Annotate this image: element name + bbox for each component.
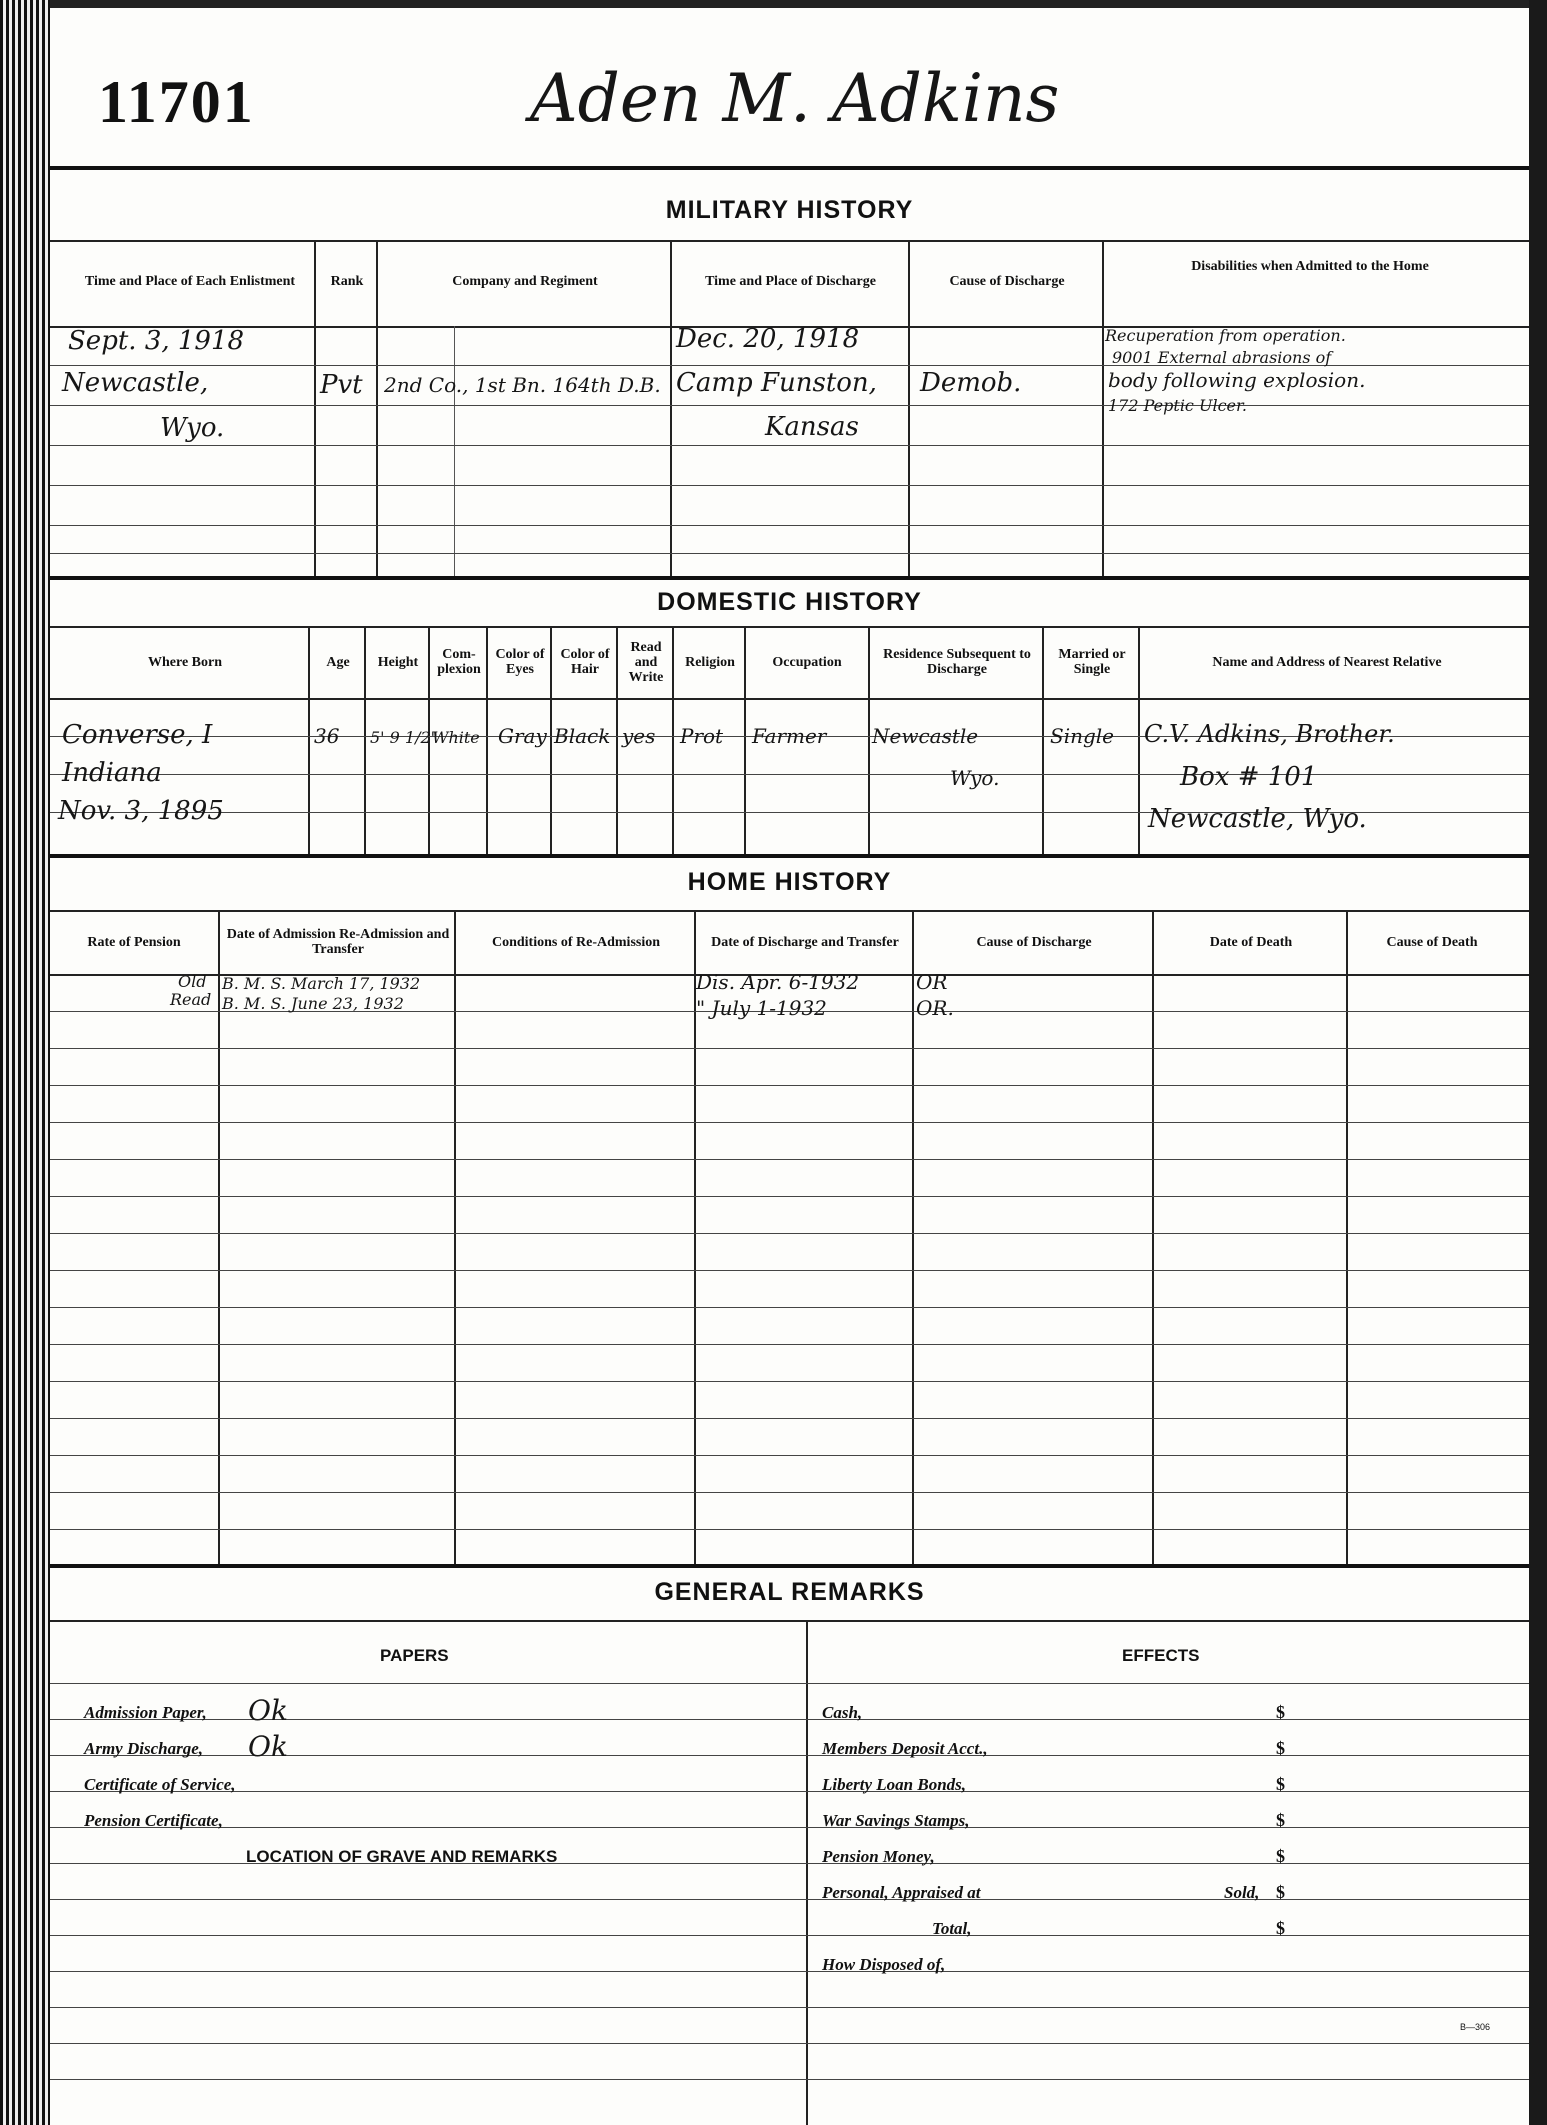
military-bottom-rule xyxy=(50,576,1529,580)
military-col-divider xyxy=(1102,240,1104,578)
domestic-col-divider xyxy=(550,626,552,856)
residence-state: Wyo. xyxy=(950,766,1000,790)
married-value: Single xyxy=(1050,724,1115,748)
row-line xyxy=(50,485,1529,486)
war-savings-label: War Savings Stamps, xyxy=(822,1811,970,1830)
born-date: Nov. 3, 1895 xyxy=(58,796,224,826)
army-discharge-value: Ok xyxy=(248,1730,288,1763)
personal-dollar: $ xyxy=(1276,1882,1285,1902)
rank-value: Pvt xyxy=(320,370,363,400)
header-company: Company and Regiment xyxy=(452,273,598,289)
row-line xyxy=(50,1418,1529,1419)
enlistment-place-state: Wyo. xyxy=(160,413,225,443)
row-line xyxy=(50,1159,1529,1160)
domestic-header-rule xyxy=(50,698,1529,700)
page-top-edge xyxy=(50,0,1529,8)
row-line xyxy=(50,2007,1529,2008)
domestic-top-rule xyxy=(50,626,1529,628)
military-col-divider xyxy=(314,240,316,578)
military-history-title: MILITARY HISTORY xyxy=(665,196,914,224)
discharge-place-state: Kansas xyxy=(765,412,859,442)
row-line xyxy=(50,1899,1529,1900)
domestic-col-divider xyxy=(672,626,674,856)
disabilities-line: 172 Peptic Ulcer. xyxy=(1108,396,1247,415)
row-line xyxy=(50,1529,1529,1530)
page-right-edge xyxy=(1529,0,1547,2125)
header-disabilities: Disabilities when Admitted to the Home xyxy=(1191,258,1429,274)
home-discharge-date-second: " July 1-1932 xyxy=(696,996,827,1020)
general-remarks-title: GENERAL REMARKS xyxy=(654,1578,925,1606)
domestic-history-title: DOMESTIC HISTORY xyxy=(657,588,922,616)
header-age: Age xyxy=(326,654,350,670)
born-state: Indiana xyxy=(62,758,162,788)
pension-money-dollar: $ xyxy=(1276,1846,1285,1866)
row-line xyxy=(50,1344,1529,1345)
relative-name: C.V. Adkins, Brother. xyxy=(1144,720,1395,748)
members-deposit-dollar: $ xyxy=(1276,1738,1285,1758)
row-line xyxy=(50,1971,1529,1972)
eyes-value: Gray xyxy=(498,724,547,748)
grave-remarks-title: LOCATION OF GRAVE AND REMARKS xyxy=(246,1847,558,1866)
header-date-death: Date of Death xyxy=(1209,934,1293,950)
military-col-divider xyxy=(376,240,378,578)
header-height: Height xyxy=(377,654,419,670)
discharge-date: Dec. 20, 1918 xyxy=(676,324,860,354)
domestic-col-divider xyxy=(486,626,488,856)
row-line xyxy=(50,1307,1529,1308)
complexion-value: White xyxy=(432,728,480,747)
header-cause-death: Cause of Death xyxy=(1386,934,1478,950)
header-admission: Date of Admission Re-Admission and Transfer xyxy=(226,927,450,957)
row-line xyxy=(50,2079,1529,2080)
military-col-divider xyxy=(454,326,455,578)
religion-value: Prot xyxy=(680,724,724,748)
domestic-col-divider xyxy=(616,626,618,856)
members-deposit-label: Members Deposit Acct., xyxy=(822,1739,988,1758)
row-line xyxy=(50,1492,1529,1493)
enlistment-date: Sept. 3, 1918 xyxy=(68,326,245,356)
liberty-bonds-label: Liberty Loan Bonds, xyxy=(822,1775,967,1794)
row-line xyxy=(50,2043,1529,2044)
home-col-divider xyxy=(1152,910,1154,1566)
header-rule xyxy=(50,166,1529,170)
header-home-cause: Cause of Discharge xyxy=(976,934,1092,950)
home-discharge-date: Dis. Apr. 6-1932 xyxy=(696,970,860,994)
row-line xyxy=(50,405,1529,406)
home-col-divider xyxy=(218,910,220,1566)
domestic-col-divider xyxy=(1042,626,1044,856)
record-number: 11701 xyxy=(98,69,255,135)
age-value: 36 xyxy=(314,724,340,748)
row-line xyxy=(50,553,1529,554)
hair-value: Black xyxy=(554,724,611,748)
born-place: Converse, I xyxy=(62,720,213,750)
home-col-divider xyxy=(1346,910,1348,1566)
row-line xyxy=(50,1827,1529,1828)
enlistment-place: Newcastle, xyxy=(62,368,209,398)
certificate-service-label: Certificate of Service, xyxy=(84,1775,236,1794)
total-dollar: $ xyxy=(1276,1918,1285,1938)
home-cause-discharge: OR xyxy=(916,970,948,994)
form-code: B—306 xyxy=(1460,2022,1491,2032)
header-rate-pension: Rate of Pension xyxy=(87,934,181,950)
header-nearest-relative: Name and Address of Nearest Relative xyxy=(1212,654,1442,670)
row-line xyxy=(50,1683,1529,1684)
occupation-value: Farmer xyxy=(752,724,827,748)
domestic-col-divider xyxy=(364,626,366,856)
header-occupation: Occupation xyxy=(772,654,842,670)
member-name: Aden M. Adkins xyxy=(530,60,1060,137)
papers-title: PAPERS xyxy=(380,1646,449,1665)
residence-city: Newcastle xyxy=(872,724,979,748)
row-line xyxy=(50,1455,1529,1456)
header-discharge: Time and Place of Discharge xyxy=(705,273,876,289)
admission-paper-value: Ok xyxy=(248,1694,288,1727)
row-line xyxy=(50,1270,1529,1271)
row-line xyxy=(50,1085,1529,1086)
domestic-col-divider xyxy=(744,626,746,856)
home-bottom-rule xyxy=(50,1564,1529,1568)
row-line xyxy=(50,525,1529,526)
how-disposed-label: How Disposed of, xyxy=(822,1955,946,1974)
header-residence: Residence Subsequent to Discharge xyxy=(883,647,1031,677)
row-line xyxy=(50,1196,1529,1197)
remarks-col-divider xyxy=(806,1620,808,2125)
header-married: Married or Single xyxy=(1058,647,1126,677)
cash-label: Cash, xyxy=(822,1703,863,1722)
military-col-divider xyxy=(670,240,672,578)
row-line xyxy=(50,1048,1529,1049)
total-label: Total, xyxy=(932,1919,972,1938)
relative-box: Box # 101 xyxy=(1180,762,1318,792)
company-value: 2nd Co., 1st Bn. 164th D.B. xyxy=(384,373,661,397)
book-binding xyxy=(0,0,50,2125)
pension-rate: Old xyxy=(178,972,207,991)
remarks-top-rule xyxy=(50,1620,1529,1622)
cause-of-discharge: Demob. xyxy=(920,368,1022,398)
pension-rate-second: Read xyxy=(170,990,212,1009)
military-top-rule xyxy=(50,240,1529,242)
pension-certificate-label: Pension Certificate, xyxy=(84,1811,223,1830)
army-discharge-label: Army Discharge, xyxy=(84,1739,203,1758)
disabilities-line: Recuperation from operation. xyxy=(1105,326,1346,345)
liberty-bonds-dollar: $ xyxy=(1276,1774,1285,1794)
read-write-value: yes xyxy=(622,724,656,748)
domestic-col-divider xyxy=(1138,626,1140,856)
disabilities-line: body following explosion. xyxy=(1108,368,1366,392)
war-savings-dollar: $ xyxy=(1276,1810,1285,1830)
header-color-hair: Color of Hair xyxy=(560,647,610,677)
disabilities-line: 9001 External abrasions of xyxy=(1112,348,1332,367)
pension-money-label: Pension Money, xyxy=(822,1847,935,1866)
header-where-born: Where Born xyxy=(147,654,222,670)
row-line xyxy=(50,1935,1529,1936)
row-line xyxy=(50,1233,1529,1234)
home-col-divider xyxy=(912,910,914,1566)
header-home-discharge: Date of Discharge and Transfer xyxy=(711,934,899,950)
home-col-divider xyxy=(454,910,456,1566)
home-cause-discharge-second: OR. xyxy=(916,996,954,1020)
admission-paper-label: Admission Paper, xyxy=(84,1703,207,1722)
header-read-write: Read and Write xyxy=(628,639,664,685)
header-enlistment: Time and Place of Each Enlistment xyxy=(84,273,296,289)
domestic-col-divider xyxy=(868,626,870,856)
header-complexion: Com-plexion xyxy=(437,647,481,677)
domestic-col-divider xyxy=(308,626,310,856)
home-history-title: HOME HISTORY xyxy=(687,868,892,896)
personal-appraised-label: Personal, Appraised at xyxy=(822,1883,981,1902)
sold-label: Sold, xyxy=(1224,1883,1260,1902)
domestic-bottom-rule xyxy=(50,854,1529,858)
row-line xyxy=(50,1122,1529,1123)
record-sheet xyxy=(50,8,1529,2125)
header-rank: Rank xyxy=(330,273,364,289)
row-line xyxy=(50,445,1529,446)
header-conditions: Conditions of Re-Admission xyxy=(491,934,661,950)
effects-title: EFFECTS xyxy=(1122,1646,1200,1665)
header-color-eyes: Color of Eyes xyxy=(495,647,545,677)
relative-city: Newcastle, Wyo. xyxy=(1148,804,1367,834)
admission-date: B. M. S. March 17, 1932 xyxy=(222,974,421,993)
discharge-place: Camp Funston, xyxy=(676,368,877,398)
height-value: 5' 9 1/2" xyxy=(370,728,439,747)
home-top-rule xyxy=(50,910,1529,912)
cash-dollar: $ xyxy=(1276,1702,1285,1722)
header-religion: Religion xyxy=(685,654,735,670)
row-line xyxy=(50,1791,1529,1792)
readmission-date: B. M. S. June 23, 1932 xyxy=(222,994,404,1013)
row-line xyxy=(50,1381,1529,1382)
header-cause-discharge: Cause of Discharge xyxy=(949,273,1065,289)
military-col-divider xyxy=(908,240,910,578)
